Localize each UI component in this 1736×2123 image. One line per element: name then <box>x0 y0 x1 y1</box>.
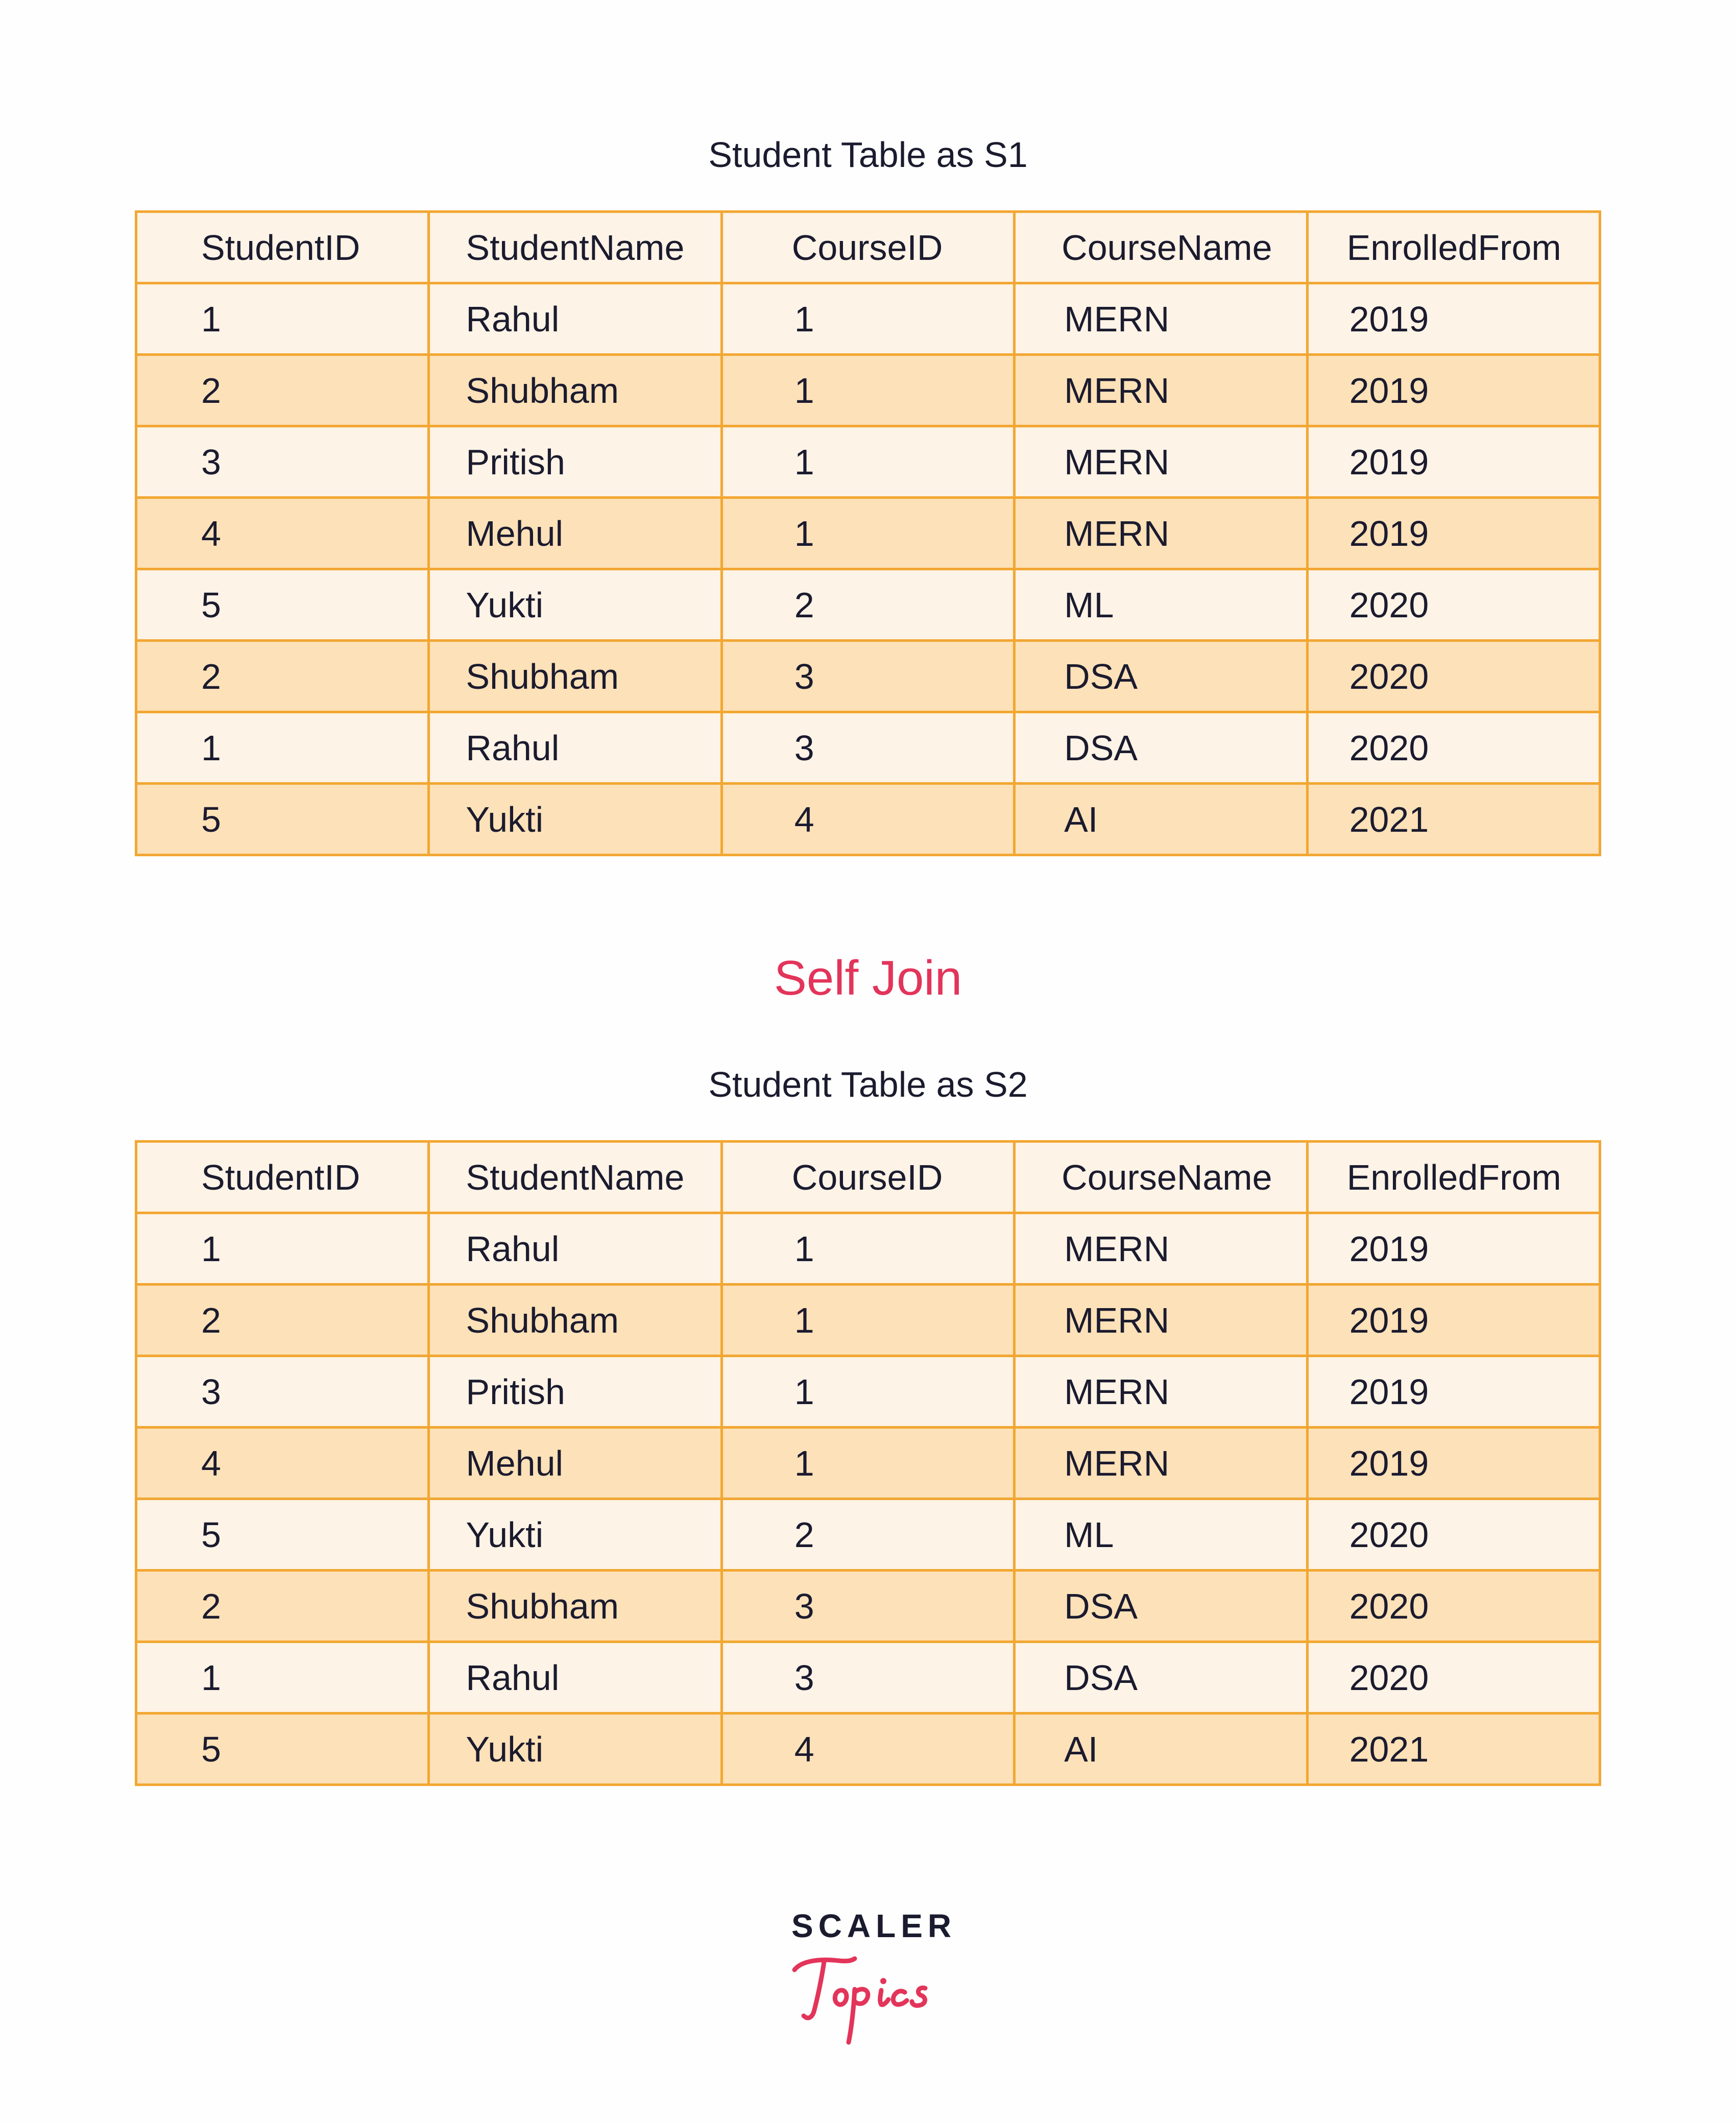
table-cell: 1 <box>136 283 429 355</box>
table-row <box>136 498 1600 569</box>
table-cell: 1 <box>721 355 1014 426</box>
self-join-label: Self Join <box>774 951 962 1005</box>
table-cell: Rahul <box>429 712 721 784</box>
logo-scaler-text: SCALER <box>791 1908 957 1944</box>
student-table-s2 <box>135 1140 1601 1786</box>
table-cell: 1 <box>136 712 429 784</box>
table-row <box>136 283 1600 355</box>
table-cell: Mehul <box>429 498 721 569</box>
student-table-s1 <box>135 210 1601 856</box>
table-row <box>136 1285 1600 1356</box>
table-cell: Shubham <box>429 1285 721 1356</box>
table-row <box>136 641 1600 712</box>
table-row <box>136 1356 1600 1428</box>
table-cell: ML <box>1015 1499 1307 1571</box>
table-cell: 2021 <box>1307 784 1600 855</box>
table-cell: 1 <box>721 1285 1014 1356</box>
table-cell: 3 <box>136 426 429 498</box>
column-header: StudentID <box>136 1142 429 1213</box>
table-row <box>136 1213 1600 1285</box>
table-row <box>136 784 1600 855</box>
table-cell: 2019 <box>1307 426 1600 498</box>
column-header: StudentName <box>429 1142 721 1213</box>
table-cell: 3 <box>136 1356 429 1428</box>
table-cell: 2020 <box>1307 712 1600 784</box>
table-cell: MERN <box>1015 498 1307 569</box>
table-cell: DSA <box>1015 1571 1307 1642</box>
table-cell: 1 <box>721 498 1014 569</box>
table-cell: 5 <box>136 1499 429 1571</box>
table-cell: Yukti <box>429 1714 721 1785</box>
table-cell: 1 <box>721 1356 1014 1428</box>
table-s2-caption: Student Table as S2 <box>708 1065 1028 1104</box>
table-cell: 4 <box>136 498 429 569</box>
column-header: EnrolledFrom <box>1307 1142 1600 1213</box>
table-cell: DSA <box>1015 712 1307 784</box>
table-row <box>136 712 1600 784</box>
column-header: EnrolledFrom <box>1307 212 1600 283</box>
table-cell: DSA <box>1015 641 1307 712</box>
table-cell: AI <box>1015 1714 1307 1785</box>
table-cell: 2019 <box>1307 498 1600 569</box>
table-cell: MERN <box>1015 1213 1307 1285</box>
table-cell: Rahul <box>429 283 721 355</box>
table-cell: 2 <box>136 641 429 712</box>
table-cell: 4 <box>721 784 1014 855</box>
column-header: CourseName <box>1015 212 1307 283</box>
column-header: CourseName <box>1015 1142 1307 1213</box>
table-cell: 2 <box>136 355 429 426</box>
table-cell: 4 <box>136 1428 429 1499</box>
table-cell: Shubham <box>429 1571 721 1642</box>
table-cell: 2019 <box>1307 355 1600 426</box>
table-cell: 1 <box>136 1213 429 1285</box>
table-cell: Yukti <box>429 569 721 641</box>
table-cell: 2 <box>136 1285 429 1356</box>
table-row <box>136 1642 1600 1714</box>
table-cell: 2019 <box>1307 1356 1600 1428</box>
table-cell: 1 <box>721 1428 1014 1499</box>
table-cell: 1 <box>721 1213 1014 1285</box>
table-cell: 2 <box>721 569 1014 641</box>
scaler-topics-logo <box>791 1908 957 2053</box>
table-cell: Pritish <box>429 426 721 498</box>
table-cell: Rahul <box>429 1642 721 1714</box>
table-cell: 5 <box>136 784 429 855</box>
table-cell: 2019 <box>1307 1213 1600 1285</box>
table-cell: Rahul <box>429 1213 721 1285</box>
column-header: CourseID <box>721 212 1014 283</box>
table-cell: 2019 <box>1307 283 1600 355</box>
table-cell: MERN <box>1015 355 1307 426</box>
table-header-row <box>136 1142 1600 1213</box>
table-row <box>136 1571 1600 1642</box>
table-cell: 2021 <box>1307 1714 1600 1785</box>
table-cell: 2020 <box>1307 1571 1600 1642</box>
table-cell: MERN <box>1015 1428 1307 1499</box>
table-header-row <box>136 212 1600 283</box>
table-row <box>136 1499 1600 1571</box>
table-cell: 3 <box>721 712 1014 784</box>
table-cell: AI <box>1015 784 1307 855</box>
table-cell: 2020 <box>1307 641 1600 712</box>
table-s1-caption: Student Table as S1 <box>708 135 1028 175</box>
table-cell: MERN <box>1015 1285 1307 1356</box>
table-cell: 2020 <box>1307 1499 1600 1571</box>
column-header: StudentID <box>136 212 429 283</box>
table-row <box>136 426 1600 498</box>
table-cell: Shubham <box>429 641 721 712</box>
table-cell: Yukti <box>429 784 721 855</box>
logo-topics-script <box>791 1945 945 2053</box>
table-cell: MERN <box>1015 426 1307 498</box>
table-cell: 2 <box>136 1571 429 1642</box>
table-cell: 1 <box>136 1642 429 1714</box>
table-cell: 3 <box>721 641 1014 712</box>
table-cell: Yukti <box>429 1499 721 1571</box>
table-cell: MERN <box>1015 283 1307 355</box>
table-cell: 5 <box>136 1714 429 1785</box>
table-cell: ML <box>1015 569 1307 641</box>
table-cell: 1 <box>721 426 1014 498</box>
table-cell: Pritish <box>429 1356 721 1428</box>
table-cell: 2020 <box>1307 569 1600 641</box>
table-cell: 3 <box>721 1571 1014 1642</box>
table-row <box>136 1428 1600 1499</box>
column-header: CourseID <box>721 1142 1014 1213</box>
table-cell: 2019 <box>1307 1428 1600 1499</box>
table-row <box>136 355 1600 426</box>
table-cell: 2020 <box>1307 1642 1600 1714</box>
table-cell: DSA <box>1015 1642 1307 1714</box>
table-cell: Shubham <box>429 355 721 426</box>
column-header: StudentName <box>429 212 721 283</box>
table-cell: 5 <box>136 569 429 641</box>
table-row <box>136 1714 1600 1785</box>
table-cell: Mehul <box>429 1428 721 1499</box>
table-row <box>136 569 1600 641</box>
table-cell: 1 <box>721 283 1014 355</box>
table-cell: 4 <box>721 1714 1014 1785</box>
table-cell: 2 <box>721 1499 1014 1571</box>
table-cell: 3 <box>721 1642 1014 1714</box>
table-cell: 2019 <box>1307 1285 1600 1356</box>
table-cell: MERN <box>1015 1356 1307 1428</box>
